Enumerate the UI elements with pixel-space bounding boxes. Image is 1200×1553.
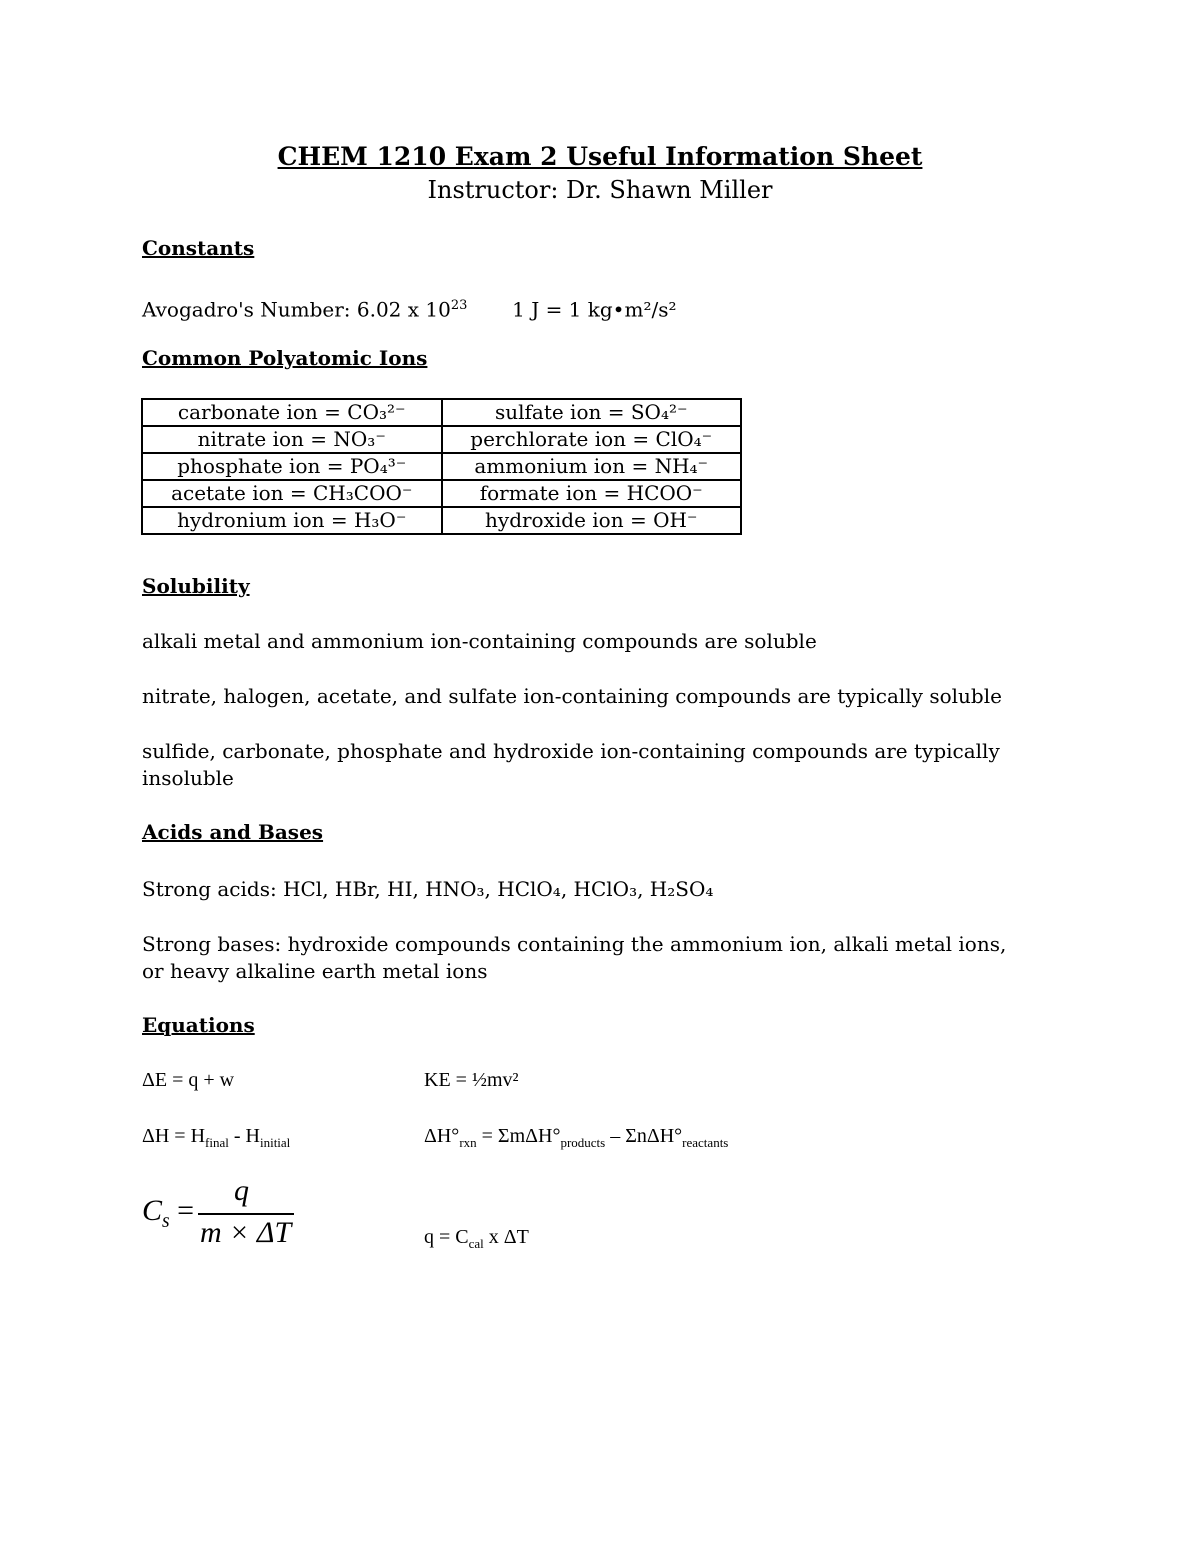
hess-law-equation bbox=[424, 1125, 728, 1151]
fraction-bar bbox=[198, 1213, 294, 1215]
equation-text: C bbox=[142, 1194, 163, 1227]
ions-heading: Common Polyatomic Ions bbox=[142, 346, 428, 370]
solubility-line-2: nitrate, halogen, acetate, and sulfate ion-containing compounds are typically soluble bbox=[142, 684, 1002, 708]
fraction-numerator: q bbox=[234, 1174, 249, 1207]
table-row bbox=[142, 399, 741, 426]
equation-text: x ΔT bbox=[483, 1226, 529, 1248]
enthalpy-change-equation bbox=[142, 1125, 290, 1151]
equation-text: – ΣnΔH° bbox=[605, 1125, 683, 1147]
solubility-line-1: alkali metal and ammonium ion-containing compounds are soluble bbox=[142, 629, 817, 653]
equation-subscript: rxn bbox=[459, 1135, 477, 1150]
equation-subscript: reactants bbox=[682, 1135, 729, 1150]
avogadro-exponent: 23 bbox=[450, 298, 468, 313]
solubility-line-3: sulfide, carbonate, phosphate and hydroxide ion-containing compounds are typically insoluble bbox=[142, 739, 1000, 790]
equation-text: q = C bbox=[424, 1226, 469, 1248]
table-cell: acetate ion = CH₃COO⁻ bbox=[142, 480, 442, 507]
constants-heading: Constants bbox=[142, 236, 255, 260]
instructor-line: Instructor: Dr. Shawn Miller bbox=[427, 176, 773, 204]
acids-heading: Acids and Bases bbox=[142, 820, 324, 844]
table-cell: formate ion = HCOO⁻ bbox=[442, 480, 742, 507]
calorimeter-equation bbox=[424, 1226, 529, 1252]
table-cell: nitrate ion = NO₃⁻ bbox=[142, 426, 442, 453]
table-row bbox=[142, 507, 741, 534]
table-cell: ammonium ion = NH₄⁻ bbox=[442, 453, 742, 480]
table-cell: hydronium ion = H₃O⁻ bbox=[142, 507, 442, 534]
polyatomic-ions-table bbox=[141, 398, 742, 535]
constants-line bbox=[142, 292, 1042, 324]
avogadro-text: Avogadro's Number: 6.02 x 10 bbox=[142, 297, 451, 322]
strong-acids-line: Strong acids: HCl, HBr, HI, HNO₃, HClO₄, HClO₃, H₂SO₄ bbox=[142, 877, 714, 901]
solubility-heading: Solubility bbox=[142, 574, 250, 598]
equation-subscript: cal bbox=[468, 1236, 484, 1251]
kinetic-energy-equation: KE = ½mv² bbox=[424, 1069, 519, 1091]
equation-subscript: s bbox=[162, 1211, 170, 1232]
fraction-denominator: m × ΔT bbox=[200, 1216, 292, 1249]
equation-text: ΔH = H bbox=[142, 1125, 206, 1147]
equation-text: = bbox=[169, 1194, 195, 1227]
table-cell: phosphate ion = PO₄³⁻ bbox=[142, 453, 442, 480]
equations-heading: Equations bbox=[142, 1013, 255, 1037]
equation-subscript: initial bbox=[259, 1135, 291, 1150]
joule-definition: 1 J = 1 kg•m²/s² bbox=[512, 297, 677, 322]
table-cell: carbonate ion = CO₃²⁻ bbox=[142, 399, 442, 426]
energy-equation: ΔE = q + w bbox=[142, 1069, 235, 1091]
equation-text: = ΣmΔH° bbox=[476, 1125, 561, 1147]
equation-subscript: products bbox=[560, 1135, 606, 1150]
table-cell: sulfate ion = SO₄²⁻ bbox=[442, 399, 742, 426]
equation-text: - H bbox=[228, 1125, 260, 1147]
equation-subscript: final bbox=[205, 1135, 229, 1150]
table-cell: hydroxide ion = OH⁻ bbox=[442, 507, 742, 534]
table-row bbox=[142, 480, 741, 507]
table-row bbox=[142, 426, 741, 453]
strong-bases-line: Strong bases: hydroxide compounds containing the ammonium ion, alkali metal ions, or heavy alkaline earth metal ions bbox=[142, 932, 1007, 983]
table-row bbox=[142, 453, 741, 480]
specific-heat-lhs bbox=[142, 1194, 194, 1233]
table-cell: perchlorate ion = ClO₄⁻ bbox=[442, 426, 742, 453]
equation-text: ΔH° bbox=[424, 1125, 460, 1147]
page-title: CHEM 1210 Exam 2 Useful Information Sheet bbox=[277, 142, 923, 171]
